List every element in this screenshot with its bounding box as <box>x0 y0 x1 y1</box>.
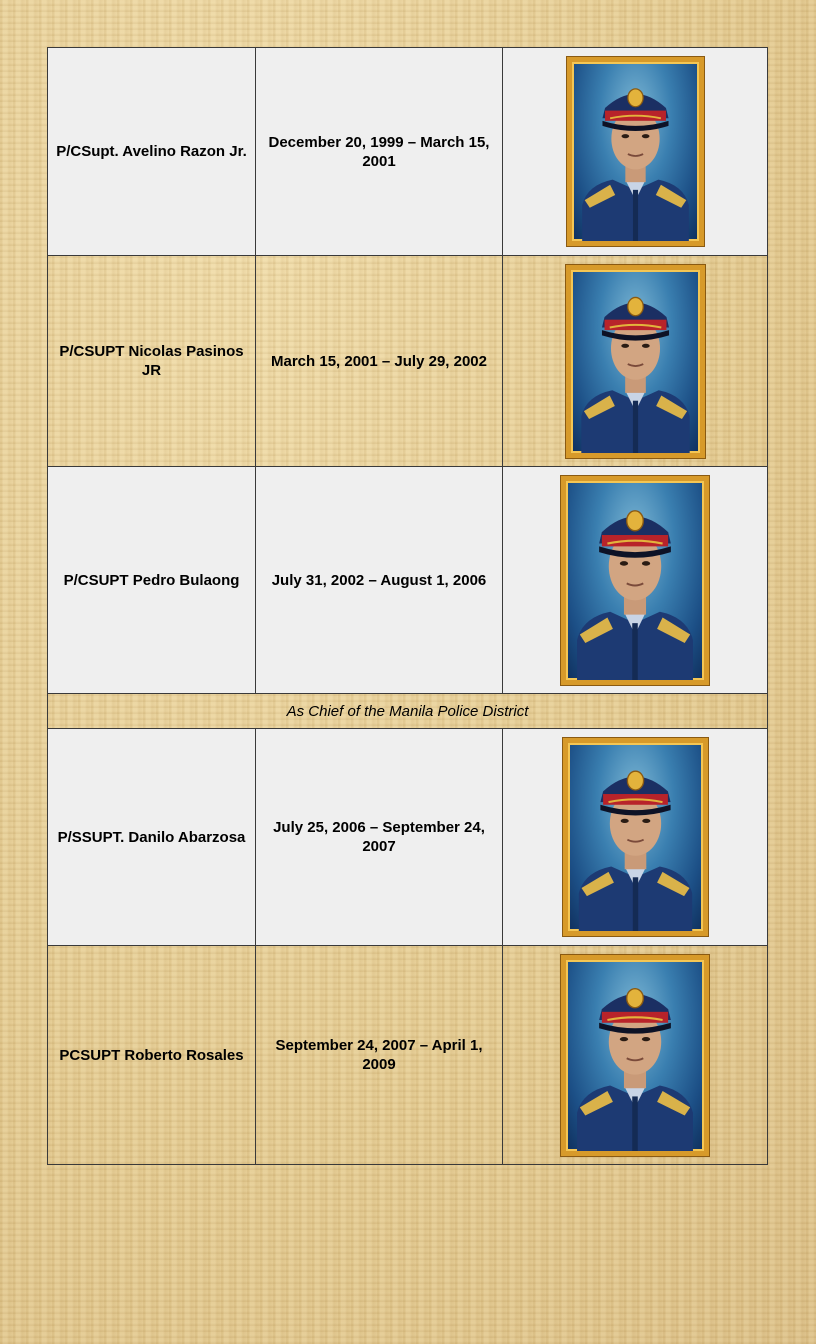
officer-portrait-image <box>571 270 700 453</box>
officer-portrait <box>563 738 708 936</box>
officer-name: P/CSUPT Pedro Bulaong <box>48 467 256 694</box>
portrait-cell <box>503 48 768 256</box>
table-row <box>48 48 768 256</box>
table-row <box>48 256 768 467</box>
table-row <box>48 467 768 694</box>
section-heading: As Chief of the Manila Police District <box>48 694 768 729</box>
portrait-cell <box>503 256 768 467</box>
term-dates: July 31, 2002 – August 1, 2006 <box>256 467 503 694</box>
officer-name: P/CSUPT Nicolas Pasinos JR <box>48 256 256 467</box>
officer-name: PCSUPT Roberto Rosales <box>48 946 256 1165</box>
portrait-cell <box>503 946 768 1165</box>
officer-portrait <box>566 265 705 458</box>
officer-portrait <box>567 57 704 246</box>
officer-portrait-image <box>568 743 703 931</box>
term-dates: September 24, 2007 – April 1, 2009 <box>256 946 503 1165</box>
portrait-cell <box>503 729 768 946</box>
portrait-cell <box>503 467 768 694</box>
officer-name: P/CSupt. Avelino Razon Jr. <box>48 48 256 256</box>
table-row <box>48 729 768 946</box>
section-heading-row <box>48 694 768 729</box>
officer-name: P/SSUPT. Danilo Abarzosa <box>48 729 256 946</box>
term-dates: December 20, 1999 – March 15, 2001 <box>256 48 503 256</box>
officer-portrait <box>561 955 709 1156</box>
term-dates: March 15, 2001 – July 29, 2002 <box>256 256 503 467</box>
officers-table <box>47 47 768 1165</box>
officer-portrait-image <box>566 481 704 680</box>
officer-portrait <box>561 476 709 685</box>
term-dates: July 25, 2006 – September 24, 2007 <box>256 729 503 946</box>
officer-portrait-image <box>572 62 699 241</box>
table-row <box>48 946 768 1165</box>
officer-portrait-image <box>566 960 704 1151</box>
